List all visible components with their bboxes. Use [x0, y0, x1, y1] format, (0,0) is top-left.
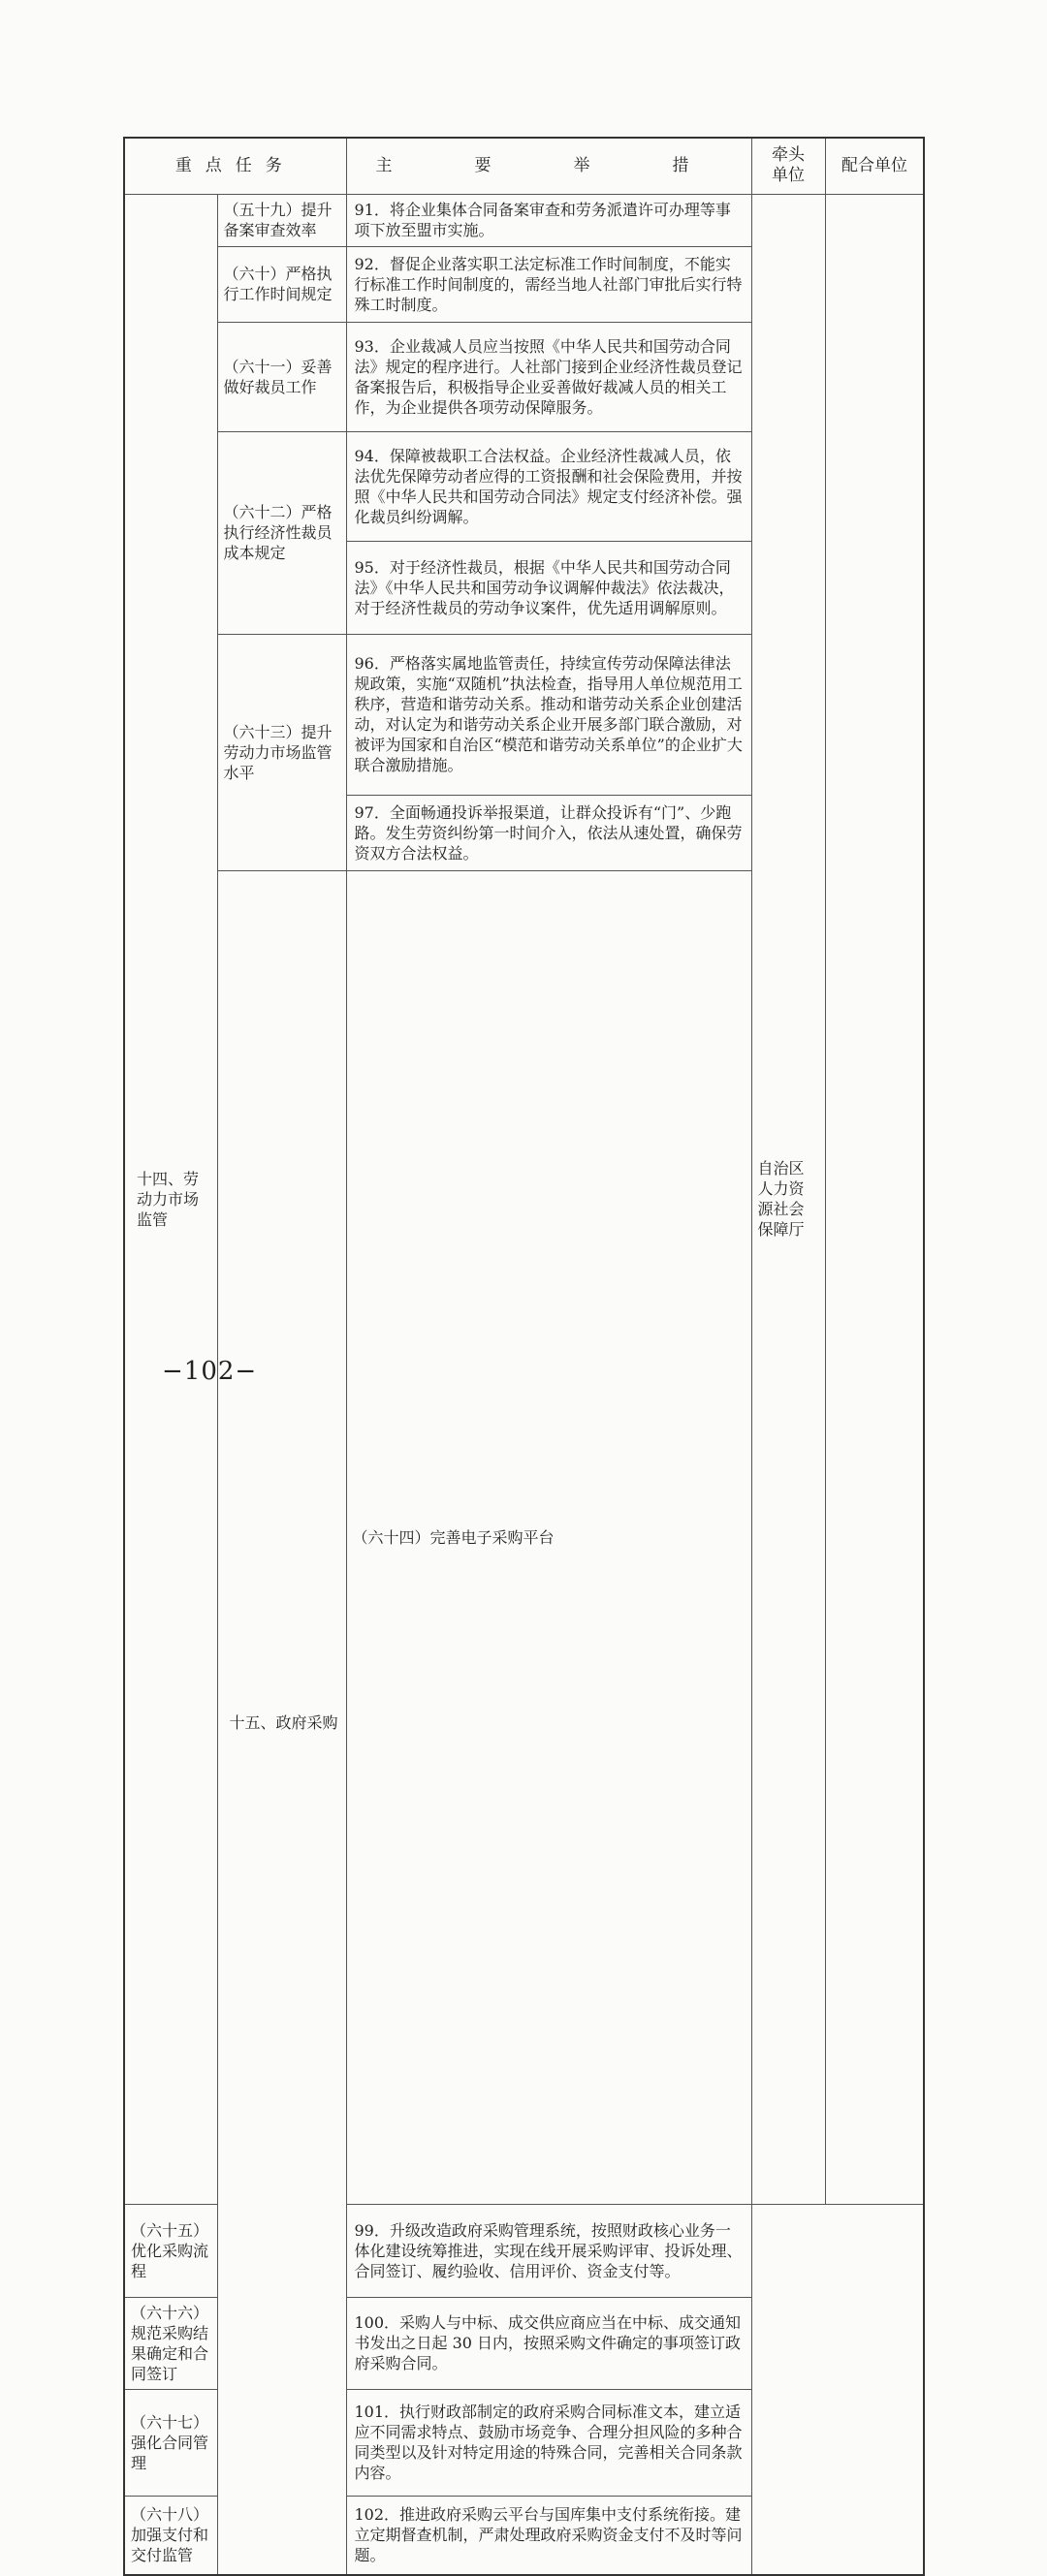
measure-text: 96．严格落实属地监管责任，持续宣传劳动保障法律法规政策，实施“双随机”执法检查，指导用人单位规范用工秩序，营造和谐劳动关系。推动和谐劳动关系企业创建活动，对认定为和谐劳动关系企业开展多部门联合激励，对被评为国家和自治区“模范和谐劳动关系单位”的企业扩大联合激励措施。 — [346, 634, 751, 795]
measure-text: 91．将企业集体合同备案审查和劳务派遣许可办理等事项下放至盟市实施。 — [346, 194, 751, 246]
task-name: （六十七）强化合同管理 — [124, 2389, 217, 2496]
document-page — [123, 137, 923, 2565]
measure-text: 99．升级改造政府采购管理系统，按照财政核心业务一体化建设统筹推进，实现在线开展采购评审、投诉处理、合同签订、履约验收、信用评价、资金支付等。 — [346, 2204, 751, 2297]
measure-text: 102．推进政府采购云平台与国库集中支付系统衔接。建立定期督查机制，严肃处理政府采购资金支付不及时等问题。 — [346, 2496, 751, 2575]
task-name: （六十三）提升劳动力市场监管水平 — [217, 634, 346, 870]
header-task: 重点任务 — [124, 138, 346, 194]
task-name: （五十九）提升备案审查效率 — [217, 194, 346, 246]
measure-text: 92．督促企业落实职工法定标准工作时间制度，不能实行标准工作时间制度的，需经当地人社部门审批后实行特殊工时制度。 — [346, 246, 751, 322]
task-name: （六十）严格执行工作时间规定 — [217, 246, 346, 322]
header-coop-unit: 配合单位 — [825, 138, 924, 194]
measure-text: 93．企业裁减人员应当按照《中华人民共和国劳动合同法》规定的程序进行。人社部门接到企业经济性裁员登记备案报告后，积极指导企业妥善做好裁减人员的相关工作，为企业提供各项劳动保障服务。 — [346, 322, 751, 431]
task-name: （六十四）完善电子采购平台 — [346, 870, 751, 2204]
measure-text: 95．对于经济性裁员，根据《中华人民共和国劳动合同法》《中华人民共和国劳动争议调解仲裁法》依法裁决，对于经济性裁员的劳动争议案件，优先适用调解原则。 — [346, 541, 751, 634]
task-name: （六十六）规范采购结果确定和合同签订 — [124, 2297, 217, 2389]
page-number: −102− — [162, 1357, 258, 1386]
task-name: （六十五）优化采购流程 — [124, 2204, 217, 2297]
task-name: （六十八）加强支付和交付监管 — [124, 2496, 217, 2575]
coop-unit — [825, 194, 924, 2204]
measure-text: 100．采购人与中标、成交供应商应当在中标、成交通知书发出之日起 30 日内，按照采购文件确定的事项签订政府采购合同。 — [346, 2297, 751, 2389]
table-row — [124, 194, 924, 246]
measure-text: 94．保障被裁职工合法权益。企业经济性裁减人员，依法优先保障劳动者应得的工资报酬和社会保险费用，并按照《中华人民共和国劳动合同法》规定支付经济补偿。强化裁员纠纷调解。 — [346, 431, 751, 541]
measure-text: 97．全面畅通投诉举报渠道，让群众投诉有“门”、少跑路。发生劳资纠纷第一时间介入，依法从速处置，确保劳资双方合法权益。 — [346, 795, 751, 870]
section-title: 十四、劳动力市场监管 — [124, 194, 217, 2204]
header-lead-unit: 牵头单位 — [751, 138, 825, 194]
lead-unit: 自治区人力资源社会保障厅 — [751, 194, 825, 2204]
section-title: 十五、政府采购 — [217, 870, 346, 2575]
measure-text: 101．执行财政部制定的政府采购合同标准文本，建立适应不同需求特点、鼓励市场竞争、合理分担风险的多种合同类型以及针对特定用途的特殊合同，完善相关合同条款内容。 — [346, 2389, 751, 2496]
header-measure: 主 要 举 措 — [346, 138, 751, 194]
task-name: （六十二）严格执行经济性裁员成本规定 — [217, 431, 346, 634]
header-row — [124, 138, 924, 194]
task-name: （六十一）妥善做好裁员工作 — [217, 322, 346, 431]
